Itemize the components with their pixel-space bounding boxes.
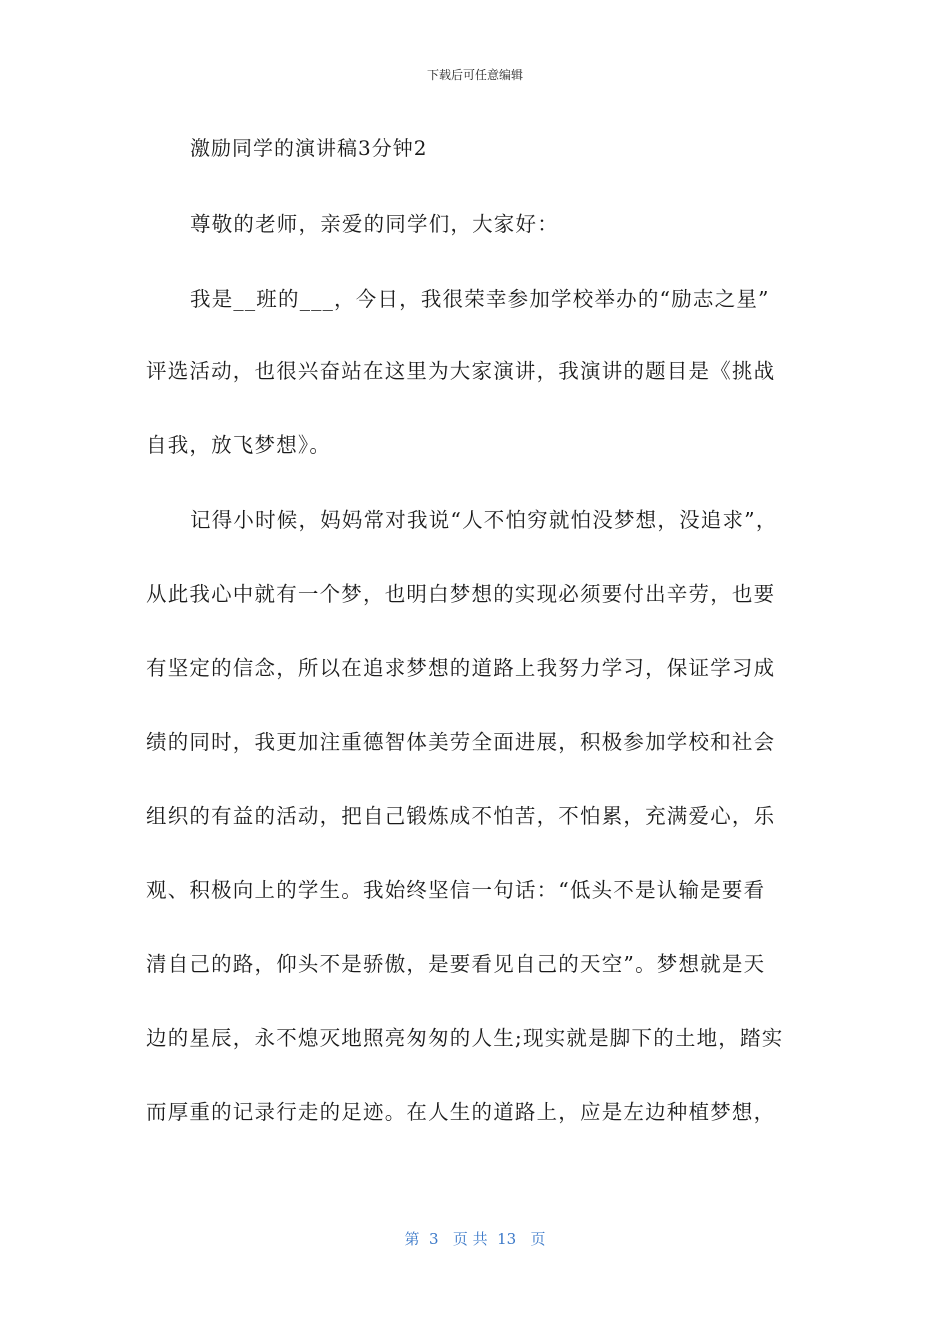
greeting-line: 尊敬的老师，亲爱的同学们，大家好： [190, 212, 559, 236]
paragraph-line: 观、积极向上的学生。我始终坚信一句话：“低头不是认输是要看 [146, 878, 766, 902]
paragraph-line: 而厚重的记录行走的足迹。在人生的道路上，应是左边种植梦想， [146, 1100, 776, 1124]
page-number-footer: 第 3 页 共 13 页 [404, 1230, 546, 1248]
document-title: 激励同学的演讲稿3分钟2 [190, 136, 428, 160]
paragraph-line: 评选活动，也很兴奋站在这里为大家演讲，我演讲的题目是《挑战 [146, 359, 776, 383]
paragraph-line: 我是__班的___，今日，我很荣幸参加学校举办的“励志之星” [190, 287, 770, 311]
paragraph-line: 有坚定的信念，所以在追求梦想的道路上我努力学习，保证学习成 [146, 656, 776, 680]
header-note: 下载后可任意编辑 [426, 68, 523, 82]
paragraph-line: 绩的同时，我更加注重德智体美劳全面进展，积极参加学校和社会 [146, 730, 776, 754]
paragraph-line: 从此我心中就有一个梦，也明白梦想的实现必须要付出辛劳，也要 [146, 582, 776, 606]
paragraph-line: 记得小时候，妈妈常对我说“人不怕穷就怕没梦想，没追求”， [190, 508, 778, 532]
paragraph-line: 边的星辰，永不熄灭地照亮匆匆的人生;现实就是脚下的土地，踏实 [146, 1026, 784, 1050]
paragraph-line: 清自己的路，仰头不是骄傲，是要看见自己的天空”。梦想就是天 [146, 952, 766, 976]
paragraph-line: 自我，放飞梦想》。 [146, 433, 332, 457]
paragraph-line: 组织的有益的活动，把自己锻炼成不怕苦，不怕累，充满爱心，乐 [146, 804, 776, 828]
